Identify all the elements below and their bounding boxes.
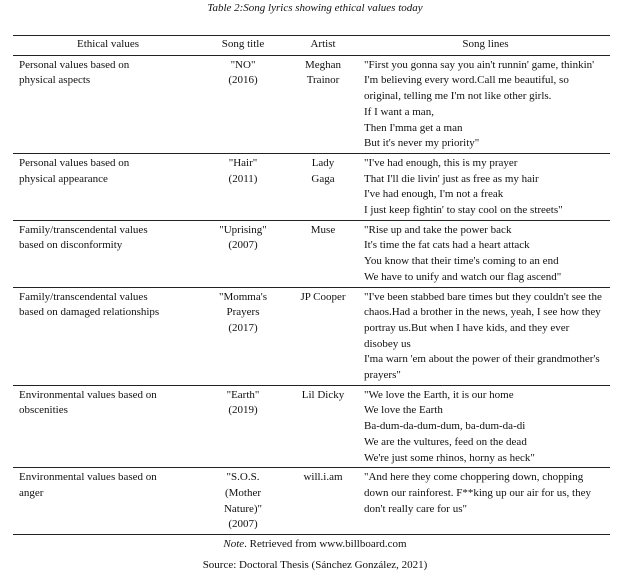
song-lines-cell: "We love the Earth, it is our home We love the Earth Ba-dum-da-dum-dum, ba-dum-da-di We are the vultures, feed on the dead We're just some rhinos, horny as heck" [360,385,610,468]
artist-cell: Muse [286,220,360,287]
artist-cell: JP Cooper [286,287,360,385]
artist-cell: Lady Gaga [286,153,360,220]
table-caption: Table 2:Song lyrics showing ethical values today [207,2,423,14]
artist-cell: Lil Dicky [286,385,360,468]
table-note [0,538,630,550]
song-title-cell: "Hair" (2011) [200,153,286,220]
table-row [13,220,610,287]
song-lines-cell: "I've been stabbed bare times but they couldn't see the chaos.Had a brother in the news, yeah, I see how they portray us.But when I have kids, and they ever disobey us I'ma warn 'em about the power of their grandmother's prayers" [360,287,610,385]
table-row [13,153,610,220]
header-row [13,36,610,56]
song-lines-cell: "Rise up and take the power back It's time the fat cats had a heart attack You know that their time's coming to an end We have to unify and watch our flag ascend" [360,220,610,287]
song-title-cell: "NO" (2016) [200,55,286,153]
table-body [13,55,610,534]
song-title-cell: "Earth" (2019) [200,385,286,468]
song-title-cell: "Uprising" (2007) [200,220,286,287]
table-row [13,287,610,385]
table-source: Source: Doctoral Thesis (Sánchez González, 2021) [202,559,428,571]
ethical-value-cell: Personal values based on physical appearance [13,153,200,220]
table-header [13,36,610,56]
header-artist: Artist [286,36,360,56]
header-song-title: Song title [200,36,286,56]
artist-cell: will.i.am [286,468,360,535]
lyrics-table [13,35,610,535]
table-row [13,468,610,535]
ethical-value-cell: Environmental values based on obscenities [13,385,200,468]
song-lines-cell: "I've had enough, this is my prayer That I'll die livin' just as free as my hair I've had enough, I'm not a freak I just keep fightin' to stay cool on the streets" [360,153,610,220]
header-ethical-values: Ethical values [13,36,200,56]
table-row [13,385,610,468]
song-title-cell: "Momma's Prayers (2017) [200,287,286,385]
header-song-lines: Song lines [360,36,610,56]
song-lines-cell: "And here they come choppering down, chopping down our rainforest. F**king up our air for us, they don't really care for us" [360,468,610,535]
song-title-cell: "S.O.S. (Mother Nature)" (2007) [200,468,286,535]
ethical-value-cell: Family/transcendental values based on damaged relationships [13,287,200,385]
ethical-value-cell: Environmental values based on anger [13,468,200,535]
table-row [13,55,610,153]
song-lines-cell: "First you gonna say you ain't runnin' game, thinkin' I'm believing every word.Call me beautiful, so original, telling me I'm not like other girls. If I want a man, Then I'mma get a man But it's never my priority" [360,55,610,153]
ethical-value-cell: Personal values based on physical aspects [13,55,200,153]
note-text: . Retrieved from www.billboard.com [244,538,407,550]
ethical-value-cell: Family/transcendental values based on disconformity [13,220,200,287]
note-label: Note [223,538,245,550]
artist-cell: Meghan Trainor [286,55,360,153]
